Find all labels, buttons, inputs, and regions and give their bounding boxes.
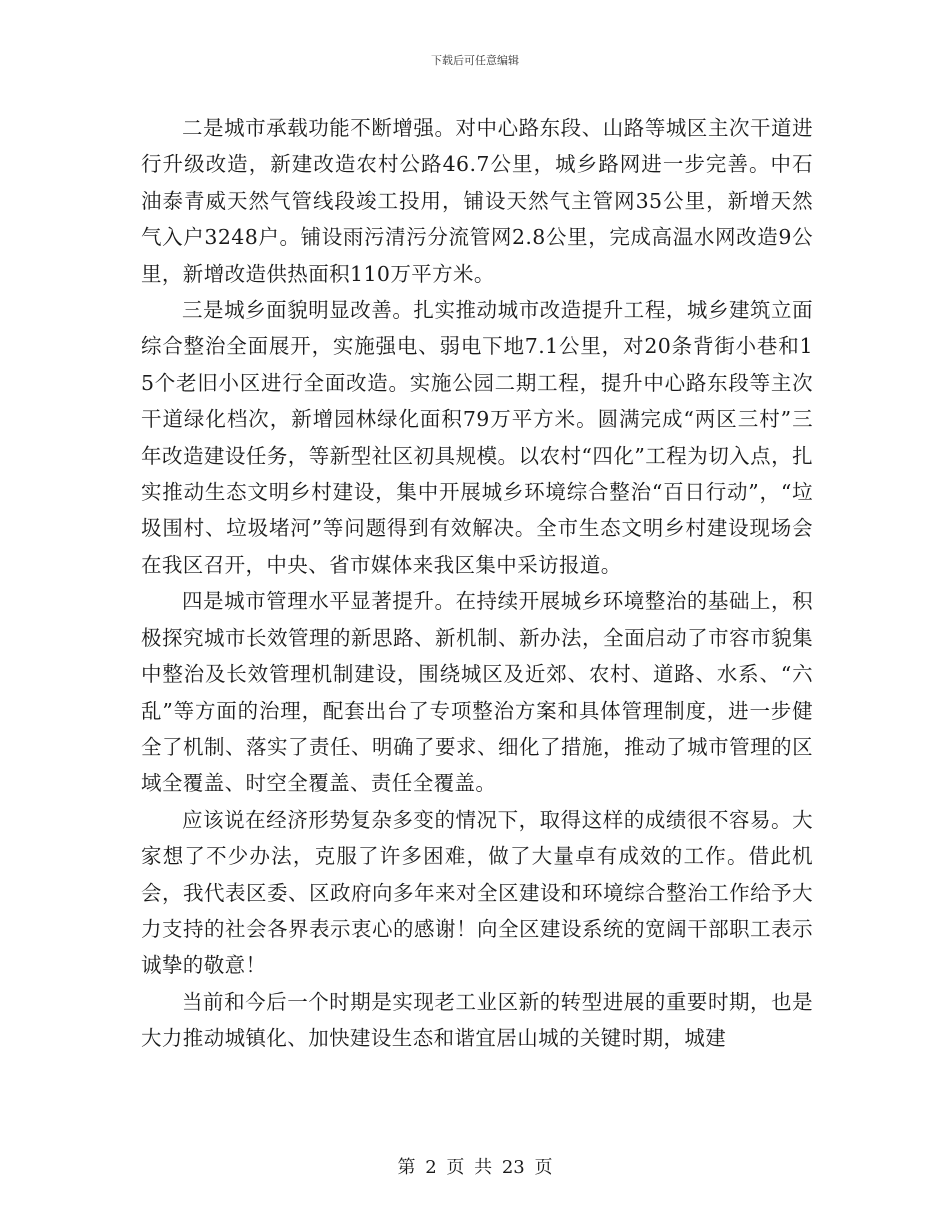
paragraph-urban-rural-appearance: 三是城乡面貌明显改善。扎实推动城市改造提升工程，城乡建筑立面综合整治全面展开，实施强电、弱电下地7.1公里，对20条背街小巷和15个老旧小区进行全面改造。实施公园二期工程，提升中心路东段等主次干道绿化档次，新增园林绿化面积79万平方米。圆满完成“两区三村”三年改造建设任务，等新型社区初具规模。以农村“四化”工程为切入点，扎实推动生态文明乡村建设，集中开展城乡环境综合整治“百日行动”，“垃圾围村、垃圾堵河”等问题得到有效解决。全市生态文明乡村建设现场会在我区召开，中央、省市媒体来我区集中采访报道。 [141, 298, 813, 577]
document-body [141, 110, 813, 1057]
page-number: 第 2 页 共 23 页 [397, 1157, 553, 1178]
paragraph-current-period: 当前和今后一个时期是实现老工业区新的转型进展的重要时期，也是大力推动城镇化、加快建设生态和谐宜居山城的关键时期，城建 [141, 989, 813, 1051]
paragraph-city-capacity: 二是城市承载功能不断增强。对中心路东段、山路等城区主次干道进行升级改造，新建改造农村公路46.7公里，城乡路网进一步完善。中石油泰青威天然气管线段竣工投用，铺设天然气主管网35公里，新增天然气入户3248户。铺设雨污清污分流管网2.8公里，完成高温水网改造9公里，新增改造供热面积110万平方米。 [141, 116, 813, 286]
page-header: 下载后可任意编辑 [431, 54, 519, 67]
paragraph-acknowledgement: 应该说在经济形势复杂多变的情况下，取得这样的成绩很不容易。大家想了不少办法，克服了许多困难，做了大量卓有成效的工作。借此机会，我代表区委、区政府向多年来对全区建设和环境综合整治工作给予大力支持的社会各界表示衷心的感谢！向全区建设系统的宽阔干部职工表示诚挚的敬意！ [141, 807, 813, 978]
paragraph-city-management: 四是城市管理水平显著提升。在持续开展城乡环境整治的基础上，积极探究城市长效管理的新思路、新机制、新办法，全面启动了市容市貌集中整治及长效管理机制建设，围绕城区及近郊、农村、道路、水系、“六乱”等方面的治理，配套出台了专项整治方案和具体管理制度，进一步健全了机制、落实了责任、明确了要求、细化了措施，推动了城市管理的区域全覆盖、时空全覆盖、责任全覆盖。 [141, 589, 813, 796]
